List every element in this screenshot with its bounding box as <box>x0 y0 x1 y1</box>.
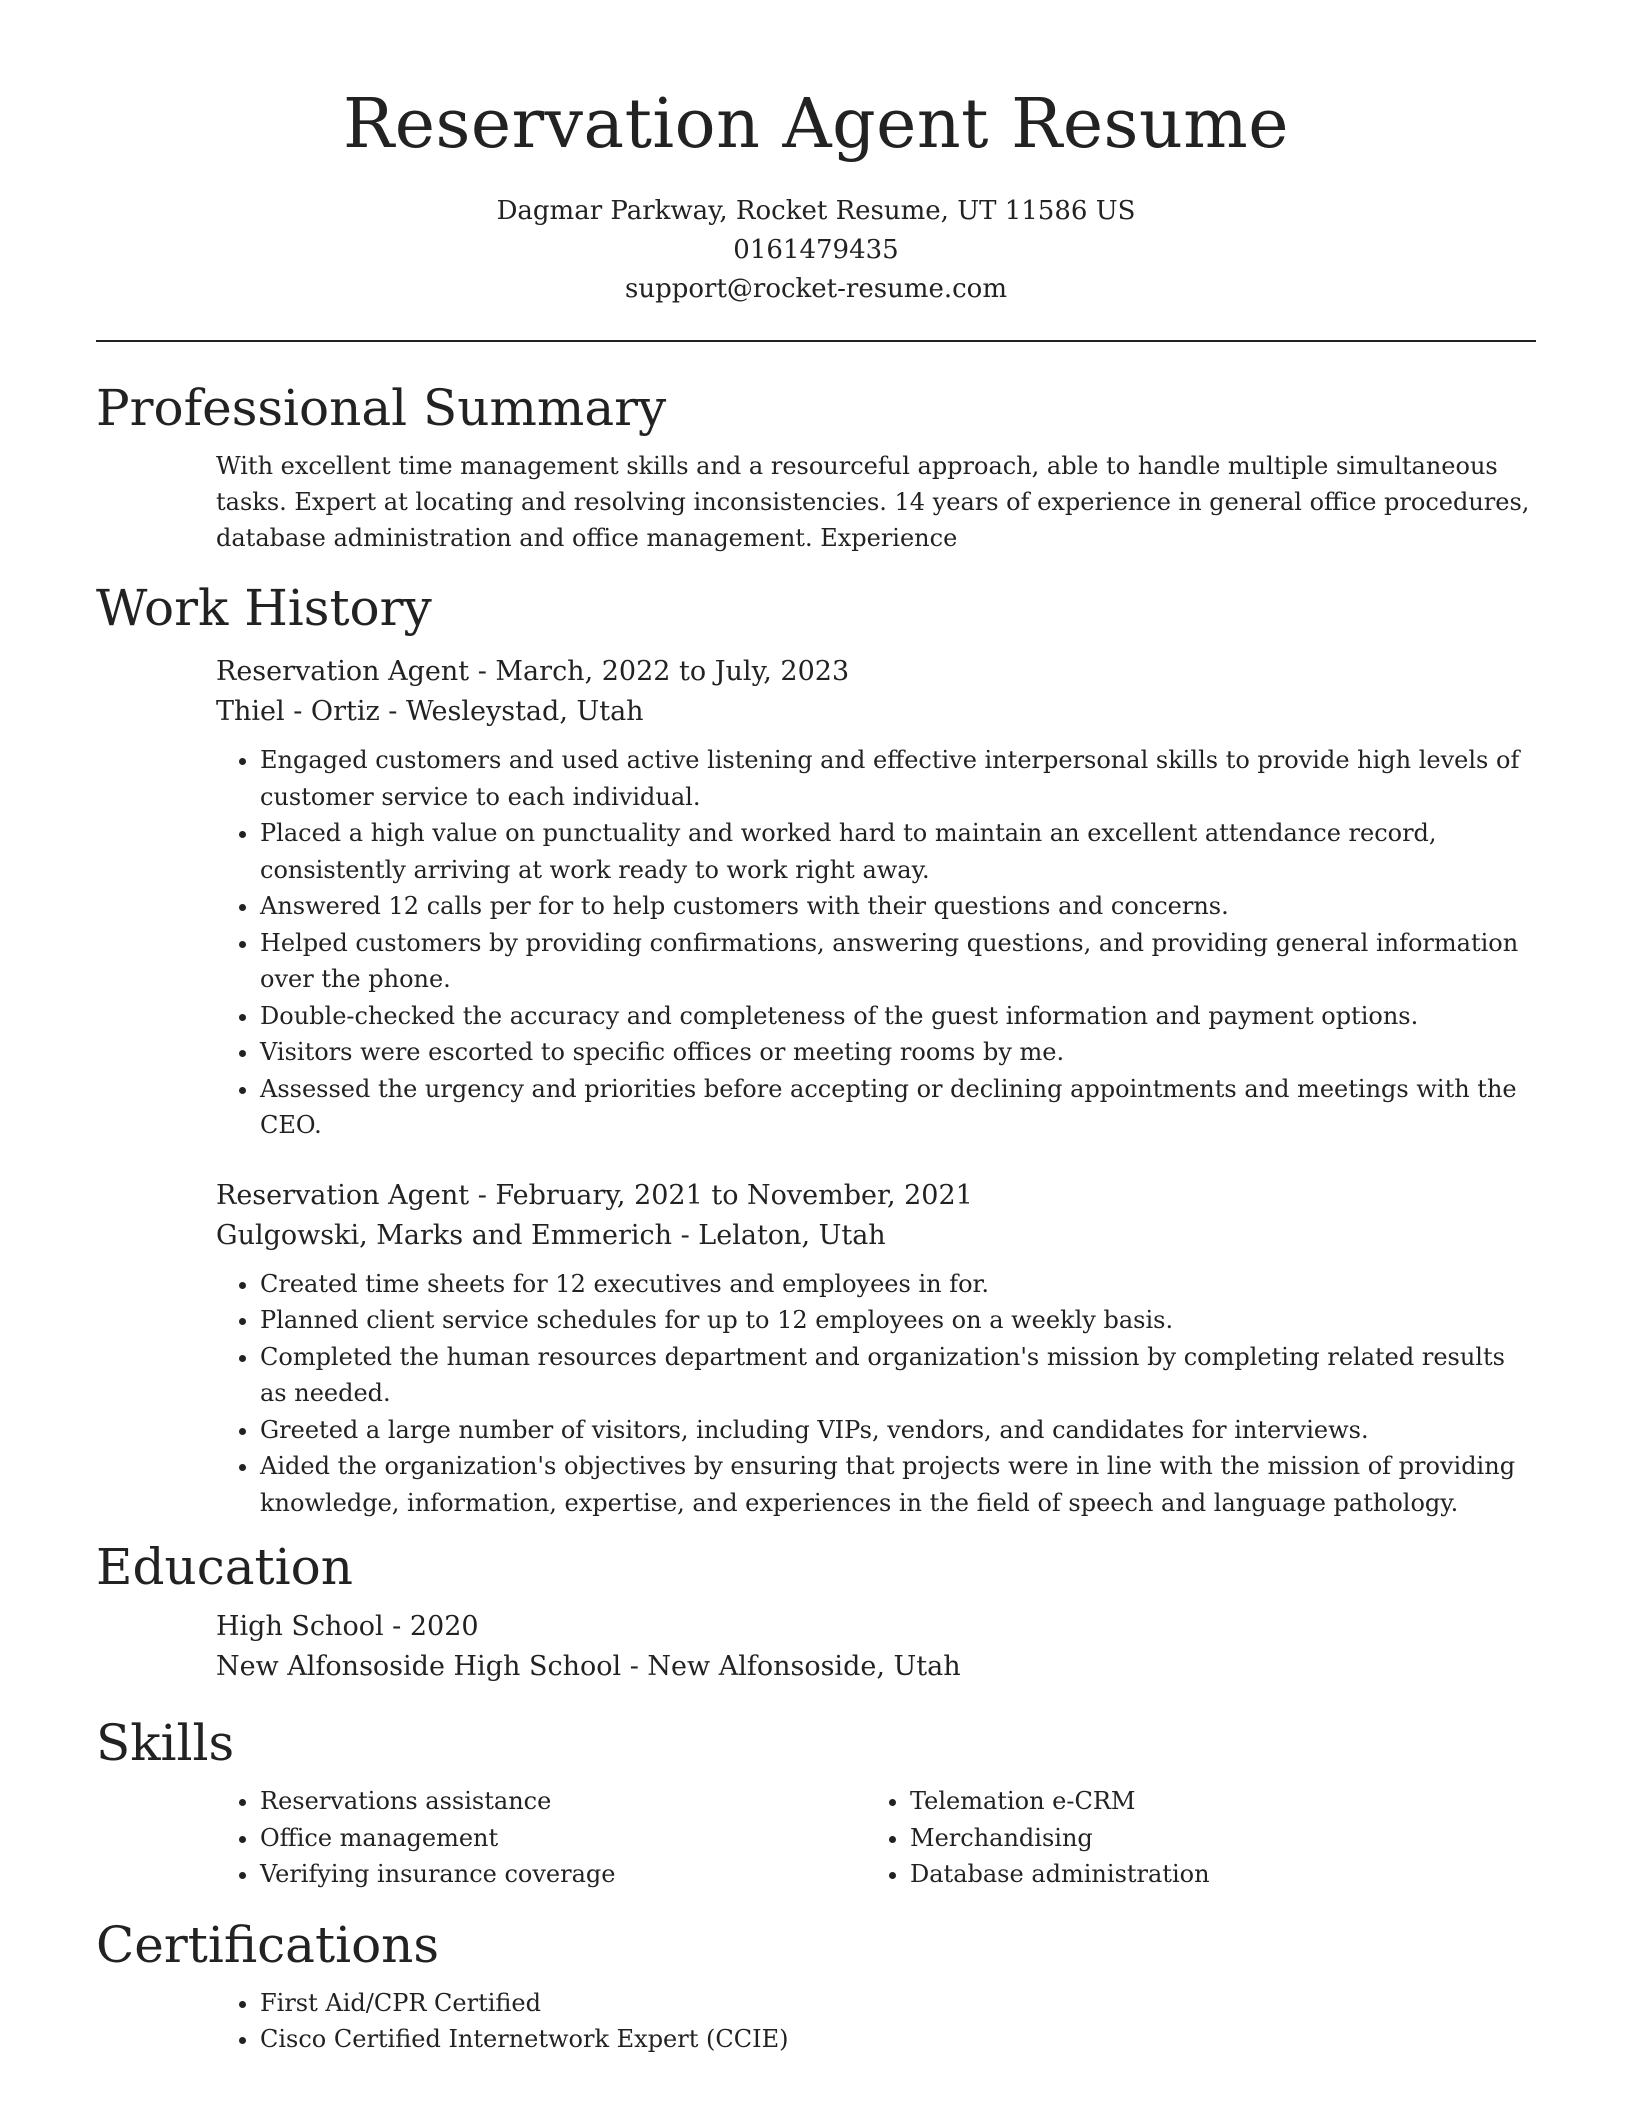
education-school-line <box>216 1647 1536 1687</box>
job-dates: - February, 2021 to November, 2021 <box>469 1179 973 1211</box>
skills-column-left <box>216 1783 866 1893</box>
resume-content <box>96 376 1536 2058</box>
job-location: - Lelaton, Utah <box>672 1219 886 1251</box>
list-item: • Engaged customers and used active listening and effective interpersonal skills to provide high levels of customer service to each individual. <box>260 742 1536 815</box>
job-company-line <box>216 692 1536 732</box>
education-heading: Education <box>96 1538 353 1596</box>
contact-phone: 0161479435 <box>733 235 899 265</box>
education-location: - New Alfonsoside, Utah <box>621 1651 961 1682</box>
list-item: • First Aid/CPR Certified <box>260 1985 1536 2022</box>
work-section <box>96 576 1536 1521</box>
list-item: • Cisco Certified Internetwork Expert (CCIE) <box>260 2021 1536 2058</box>
contact-email[interactable]: support@rocket-resume.com <box>624 274 1007 304</box>
job-title: Reservation Agent <box>216 656 470 687</box>
job-dates: - March, 2022 to July, 2023 <box>469 656 850 687</box>
job-title-line <box>216 652 1536 692</box>
work-heading: Work History <box>96 579 432 637</box>
list-item: • Telemation e-CRM <box>910 1783 1516 1820</box>
list-item: • Reservations assistance <box>260 1783 866 1820</box>
contact-block <box>0 192 1632 309</box>
list-item: • Visitors were escorted to specific offices or meeting rooms by me. <box>260 1034 1536 1071</box>
header-divider <box>96 340 1536 342</box>
education-degree: High School <box>216 1611 384 1642</box>
contact-address: Dagmar Parkway, Rocket Resume, UT 11586 US <box>496 196 1136 226</box>
list-item: • Office management <box>260 1820 866 1857</box>
job-entry <box>96 652 1536 1144</box>
education-section <box>96 1535 1536 1687</box>
list-item: • Double-checked the accuracy and completeness of the guest information and payment options. <box>260 998 1536 1035</box>
list-item: • Merchandising <box>910 1820 1516 1857</box>
job-company: Thiel - Ortiz <box>216 696 380 727</box>
job-company-line <box>216 1216 1536 1256</box>
list-item: • Helped customers by providing confirmations, answering questions, and providing general information over the phone. <box>260 925 1536 998</box>
list-item: • Greeted a large number of visitors, including VIPs, vendors, and candidates for interviews. <box>260 1412 1536 1449</box>
resume-header <box>0 0 1632 309</box>
certifications-heading: Certifications <box>96 1915 440 1974</box>
list-item: • Verifying insurance coverage <box>260 1856 866 1893</box>
job-bullets <box>216 742 1536 1144</box>
list-item: • Database administration <box>910 1856 1516 1893</box>
education-degree-line <box>216 1607 1536 1647</box>
education-year: - 2020 <box>383 1611 479 1642</box>
list-item: • Answered 12 calls per for to help customers with their questions and concerns. <box>260 888 1536 925</box>
resume-title: Reservation Agent Resume <box>343 85 1289 164</box>
job-location: - Wesleystad, Utah <box>379 696 644 727</box>
job-bullets <box>216 1266 1536 1522</box>
list-item: • Assessed the urgency and priorities before accepting or declining appointments and meetings with the CEO. <box>260 1071 1536 1144</box>
list-item: • Planned client service schedules for up to 12 employees on a weekly basis. <box>260 1302 1536 1339</box>
skills-column-right <box>866 1783 1516 1893</box>
list-item: • Created time sheets for 12 executives and employees in for. <box>260 1266 1536 1303</box>
summary-text: With excellent time management skills and a resourceful approach, able to handle multiple simultaneous tasks. Expert at locating and resolving inconsistencies. 14 years of experience in general office procedures, database administration and office management. Experience <box>216 452 1530 552</box>
list-item: • Completed the human resources department and organization's mission by completing related results as needed. <box>260 1339 1536 1412</box>
list-item: • Aided the organization's objectives by ensuring that projects were in line with the mission of providing knowledge, information, expertise, and experiences in the field of speech and language pathology. <box>260 1448 1536 1521</box>
certifications-list <box>216 1985 1536 2058</box>
job-title-line <box>216 1176 1536 1216</box>
skills-heading: Skills <box>96 1714 235 1772</box>
summary-section <box>96 376 1536 556</box>
skills-section <box>96 1711 1536 1893</box>
summary-heading: Professional Summary <box>96 379 667 437</box>
job-title: Reservation Agent <box>216 1179 470 1211</box>
certifications-section <box>96 1913 1536 2058</box>
skills-grid <box>216 1775 1536 1893</box>
job-company: Gulgowski, Marks and Emmerich <box>216 1219 673 1251</box>
list-item: • Placed a high value on punctuality and worked hard to maintain an excellent attendance record, consistently arriving at work ready to work right away. <box>260 815 1536 888</box>
education-school: New Alfonsoside High School <box>216 1651 622 1682</box>
job-entry <box>96 1176 1536 1522</box>
